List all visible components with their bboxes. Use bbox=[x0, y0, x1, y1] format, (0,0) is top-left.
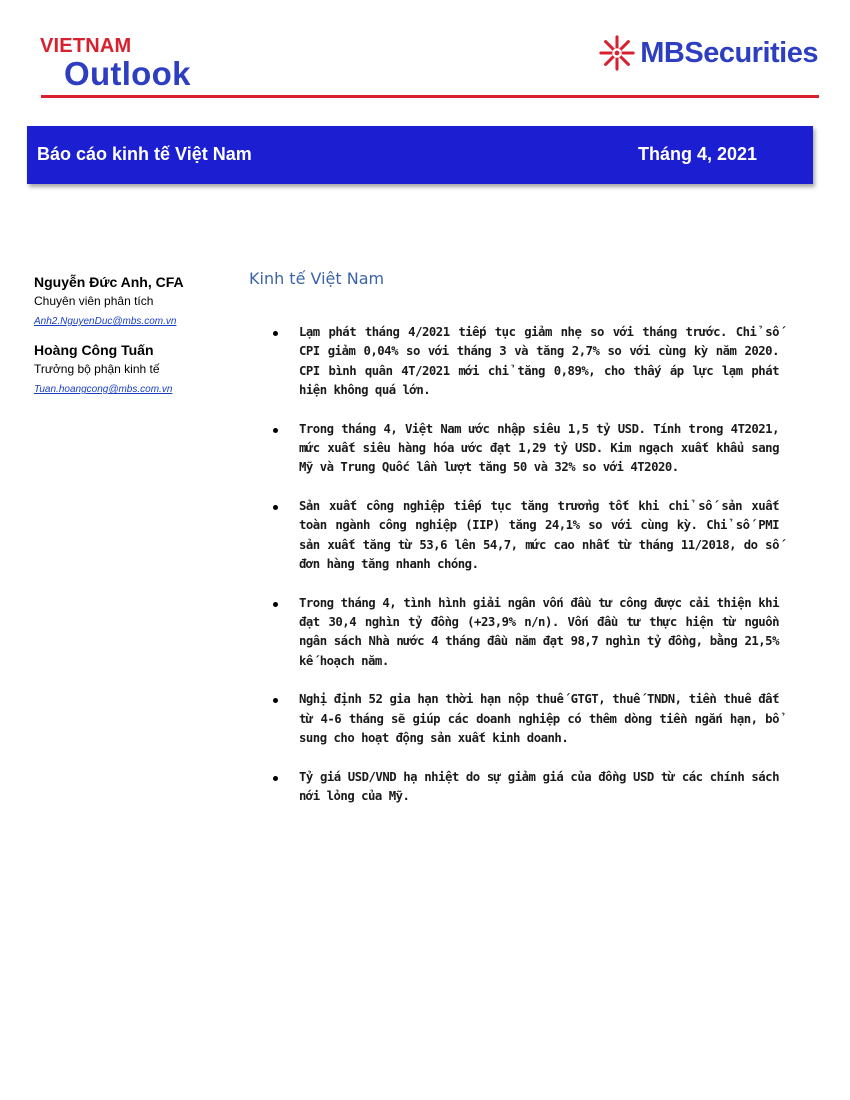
report-brand-logo bbox=[40, 36, 191, 90]
company-name: MBSecurities bbox=[640, 36, 818, 69]
list-item-text: Lạm phát tháng 4/2021 tiếp tục giảm nhẹ so với tháng trước. Chỉ số CPI giảm 0,04% so với tháng 3 và tăng 2,7% so với cùng kỳ năm 2020. CPI bình quân 4T/2021 mới chỉ tăng 0,89%, cho thấy áp lực lạm phát hiện không quá lớn. bbox=[299, 325, 779, 397]
author-email-link[interactable]: Anh2.NguyenDuc@mbs.com.vn bbox=[34, 316, 177, 327]
list-item-text: Nghị định 52 gia hạn thời hạn nộp thuế GTGT, thuế TNDN, tiền thuê đất từ 4-6 tháng sẽ giúp các doanh nghiệp có thêm dòng tiền ngắn hạn, bổ sung cho hoạt động sản xuất kinh doanh. bbox=[299, 692, 779, 746]
author-card bbox=[34, 273, 234, 329]
company-logo bbox=[598, 34, 818, 72]
list-item bbox=[270, 420, 779, 478]
list-item bbox=[270, 594, 779, 671]
bullet-icon bbox=[273, 331, 278, 336]
report-date: Tháng 4, 2021 bbox=[638, 144, 758, 164]
author-card bbox=[34, 341, 234, 397]
author-sidebar bbox=[34, 273, 234, 409]
author-role: Trưởng bộ phận kinh tế bbox=[34, 362, 160, 376]
brand-line-1: VIETNAM bbox=[40, 35, 132, 57]
header-divider bbox=[41, 95, 819, 98]
list-item bbox=[270, 690, 779, 748]
list-item bbox=[270, 497, 779, 574]
star-burst-icon bbox=[598, 34, 636, 72]
report-title: Báo cáo kinh tế Việt Nam bbox=[37, 144, 252, 164]
bullet-icon bbox=[273, 602, 278, 607]
author-name: Nguyễn Đức Anh, CFA bbox=[34, 274, 184, 290]
title-banner bbox=[27, 126, 813, 184]
bullet-icon bbox=[273, 505, 278, 510]
brand-line-2: Outlook bbox=[64, 55, 191, 92]
list-item-text: Trong tháng 4, Việt Nam ước nhập siêu 1,5 tỷ USD. Tính trong 4T2021, mức xuất siêu hàng hóa ước đạt 1,29 tỷ USD. Kim ngạch xuất khẩu sang Mỹ và Trung Quốc lần lượt tăng 50 và 32% so với 4T2020. bbox=[299, 421, 779, 475]
author-email-link[interactable]: Tuan.hoangcong@mbs.com.vn bbox=[34, 384, 173, 395]
bullet-icon bbox=[273, 698, 278, 703]
list-item bbox=[270, 323, 779, 400]
section-heading: Kinh tế Việt Nam bbox=[249, 269, 385, 288]
list-item-text: Sản xuất công nghiệp tiếp tục tăng trưởng tốt khi chỉ số sản xuất toàn ngành công nghiệp (IIP) tăng 24,1% so với cùng kỳ. Chỉ số PMI sản xuất tăng từ 53,6 lên 54,7, mức cao nhất từ tháng 11/2018, do số đơn hàng tăng nhanh chóng. bbox=[299, 499, 779, 571]
list-item-text: Tỷ giá USD/VND hạ nhiệt do sự giảm giá của đồng USD từ các chính sách nới lỏng của Mỹ. bbox=[299, 769, 779, 804]
author-name: Hoàng Công Tuấn bbox=[34, 342, 154, 358]
list-item-text: Trong tháng 4, tình hình giải ngân vốn đầu tư công được cải thiện khi đạt 30,4 nghìn tỷ đồng (+23,9% n/n). Vốn đầu tư thực hiện từ nguồn ngân sách Nhà nước 4 tháng đầu năm đạt 98,7 nghìn tỷ đồng, bằng 21,5% kế hoạch năm. bbox=[299, 595, 779, 668]
bullet-icon bbox=[273, 428, 278, 433]
key-points-list bbox=[270, 323, 779, 826]
list-item bbox=[270, 768, 779, 807]
bullet-icon bbox=[273, 776, 278, 781]
author-role: Chuyên viên phân tích bbox=[34, 294, 154, 308]
